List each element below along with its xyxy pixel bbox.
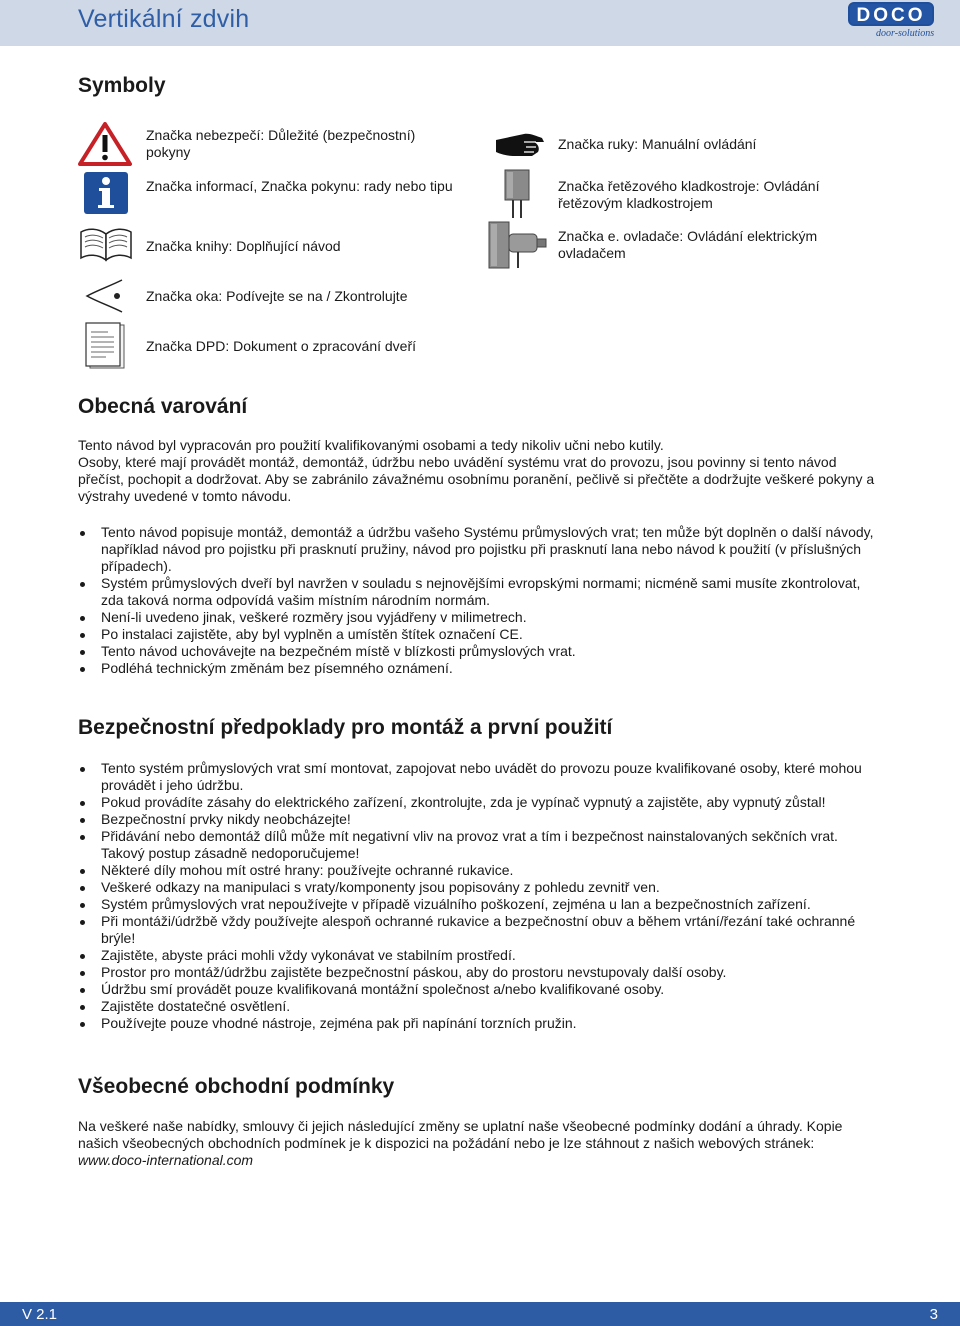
list-item: Bezpečnostní prvky nikdy neobcházejte!: [78, 811, 878, 828]
page-footer: [0, 1302, 960, 1326]
terms-text: Na veškeré naše nabídky, smlouvy či jejich následující změny se uplatní naše všeobecné podmínky dodání a úhrady. Kopie našich všeobecných obchodních podmínek je k dispozici na požádání nebo je lze stáhnout z našich webových stránek:: [78, 1118, 843, 1151]
list-item: Po instalaci zajistěte, aby byl vyplněn a umístěn štítek označení CE.: [78, 626, 878, 643]
symbol-hand-label: Značka ruky: Manuální ovládání: [558, 136, 757, 152]
symbol-book-label: Značka knihy: Doplňující návod: [146, 238, 341, 254]
list-item: Přidávání nebo demontáž dílů může mít negativní vliv na provoz vrat a tím i bezpečnost nainstalovaných sekčních vrat. Takový postup zásadně nedoporučujeme!: [78, 828, 878, 862]
list-item: Používejte pouze vhodné nástroje, zejména pak při napínání torzních pružin.: [78, 1015, 878, 1032]
list-item: Systém průmyslových dveří byl navržen v souladu s nejnovějšími evropskými normami; nicméně sami musíte zkontrolovat, zda taková norma odpovídá vašim místním národním normám.: [78, 575, 878, 609]
symbol-eye-label: Značka oka: Podívejte se na / Zkontrolujte: [146, 288, 408, 304]
hand-icon: [494, 130, 546, 160]
list-item: Při montáži/údržbě vždy používejte alespoň ochranné rukavice a bezpečnostní obuv a během vrtání/řezání také ochranné brýle!: [78, 913, 878, 947]
eye-icon: [84, 278, 124, 314]
symbol-electric-label: Značka e. ovladače: Ovládání elektrickým ovladačem: [558, 228, 818, 261]
safety-list: [78, 760, 878, 1032]
symbol-info-label: Značka informací, Značka pokynu: rady nebo tipu: [146, 178, 453, 194]
list-item: Systém průmyslových vrat nepoužívejte v případě vizuálního poškození, zejména u lan a bezpečnostních zařízení.: [78, 896, 878, 913]
page-number: 3: [929, 1306, 938, 1323]
symbol-danger-label: Značka nebezpečí: Důležité (bezpečnostní) pokyny: [146, 127, 416, 160]
logo-wordmark: DOCO: [848, 2, 934, 26]
list-item: Údržbu smí provádět pouze kvalifikovaná montážní společnost a/nebo kvalifikované osoby.: [78, 981, 878, 998]
list-item: Některé díly mohou mít ostré hrany: používejte ochranné rukavice.: [78, 862, 878, 879]
symbols-heading: Symboly: [78, 74, 166, 97]
list-item: Zajistěte dostatečné osvětlení.: [78, 998, 878, 1015]
symbol-dpd-label: Značka DPD: Dokument o zpracování dveří: [146, 338, 417, 354]
info-icon: [83, 171, 129, 215]
safety-heading: Bezpečnostní předpoklady pro montáž a první použití: [78, 716, 613, 739]
list-item: Tento návod uchovávejte na bezpečném místě v blízkosti průmyslových vrat.: [78, 643, 878, 660]
page-header: [0, 0, 960, 46]
list-item: Veškeré odkazy na manipulaci s vraty/komponenty jsou popisovány z pohledu zevnitř ven.: [78, 879, 878, 896]
terms-paragraph: [78, 1118, 878, 1169]
list-item: Podléhá technickým změnám bez písemného oznámení.: [78, 660, 878, 677]
website-link[interactable]: www.doco-international.com: [78, 1152, 254, 1168]
warnings-paragraph-1: Tento návod byl vypracován pro použití kvalifikovanými osobami a tedy nikoliv učni nebo kutily.: [78, 437, 664, 453]
warnings-paragraph-2: Osoby, které mají provádět montáž, demontáž, údržbu nebo uvádění systému vrat do provozu, jsou povinny si tento návod přečíst, pochopit a dodržovat. Aby se zabránilo závažnému osobnímu poranění, pečlivě si přečtěte a dodržujte veškeré pokyny a výstrahy uvedené v tomto návodu.: [78, 454, 875, 504]
logo-tagline: door-solutions: [876, 28, 935, 39]
terms-heading: Všeobecné obchodní podmínky: [78, 1075, 395, 1098]
list-item: Tento návod popisuje montáž, demontáž a údržbu vašeho Systému průmyslových vrat; ten může být doplněn o další návody, například návod pro pojistku při prasknutí pružiny, návod pro pojistku při prasknutí lana nebo návod k použití (v příslušných případech).: [78, 524, 878, 575]
chain-hoist-icon: [500, 168, 534, 220]
document-icon: [84, 322, 126, 370]
list-item: Pokud provádíte zásahy do elektrického zařízení, zkontrolujte, zda je vypínač vypnutý a zajistěte, aby vypnutý zůstal!: [78, 794, 878, 811]
page-title: Vertikální zdvih: [78, 5, 250, 33]
warnings-heading: Obecná varování: [78, 395, 248, 418]
book-icon: [78, 224, 134, 264]
doco-logo: [848, 2, 936, 42]
symbol-chain-label: Značka řetězového kladkostroje: Ovládání řetězovým kladkostrojem: [558, 178, 820, 211]
warnings-list: [78, 524, 878, 677]
list-item: Tento systém průmyslových vrat smí montovat, zapojovat nebo uvádět do provozu pouze kvalifikované osoby, které mohou provádět i jeho údržbu.: [78, 760, 878, 794]
version-label: V 2.1: [22, 1306, 58, 1323]
list-item: Není-li uvedeno jinak, veškeré rozměry jsou vyjádřeny v milimetrech.: [78, 609, 878, 626]
list-item: Zajistěte, abyste práci mohli vždy vykonávat ve stabilním prostředí.: [78, 947, 878, 964]
list-item: Prostor pro montáž/údržbu zajistěte bezpečnostní páskou, aby do prostoru nevstupovaly další osoby.: [78, 964, 878, 981]
electric-operator-icon: [486, 220, 548, 270]
warning-triangle-icon: [78, 122, 132, 166]
